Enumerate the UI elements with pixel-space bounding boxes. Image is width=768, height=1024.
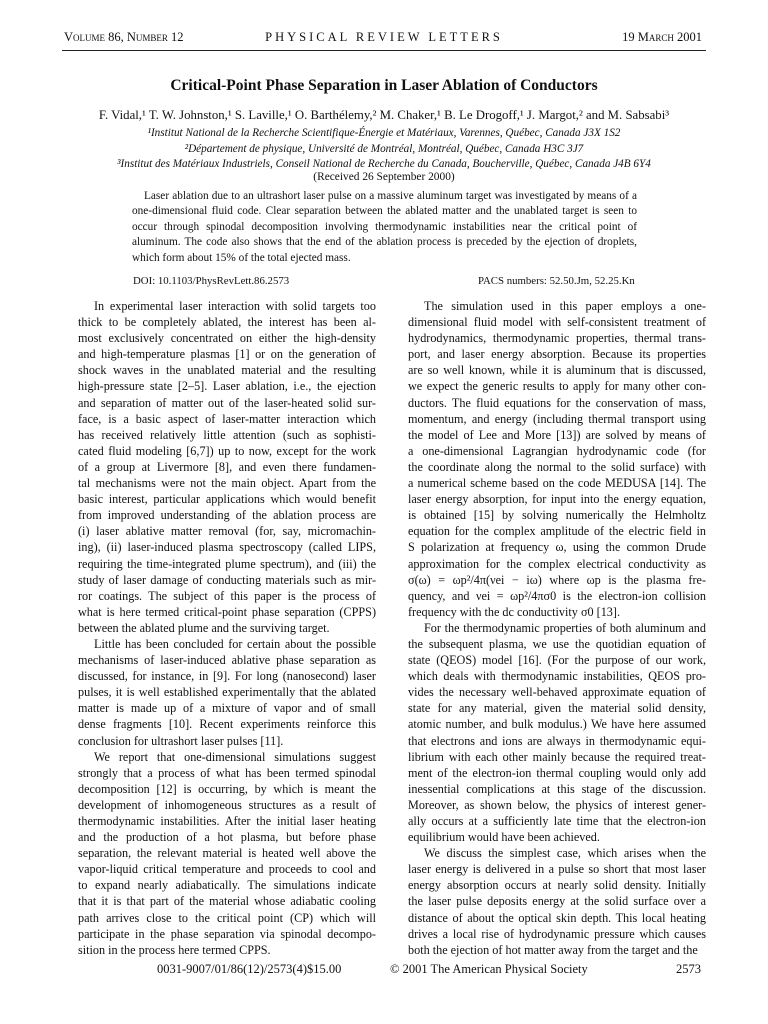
text-line: ing), (ii) laser-induced plasma spectroscopy (called LIPS, xyxy=(78,540,376,555)
text-line: thick to be completely ablated, the interest has been al- xyxy=(78,315,376,330)
right-column xyxy=(392,298,706,958)
text-line: The simulation used in this paper employs a one- xyxy=(424,299,706,313)
text-line: conclusion for ultrashort laser pulses [11]. xyxy=(78,733,284,748)
text-line: momentum, and energy (including thermal transport using xyxy=(408,411,706,426)
text-line: dimensional fluid model with self-consistent treatment of xyxy=(408,315,706,330)
paragraph xyxy=(392,845,706,958)
text-line: the laser pulse deposits energy at the solid surface over a xyxy=(408,894,706,909)
affiliation-3: ³Institut des Matériaux Industriels, Conseil National de Recherche du Canada, Boucherville, Québec, Canada J4B 6Y4 xyxy=(117,158,651,170)
doi-link[interactable]: DOI: 10.1103/PhysRevLett.86.2573 xyxy=(133,275,290,287)
text-line: σ(ω) = ωp²/4π(νei − iω) where ωp is the plasma fre- xyxy=(408,572,706,587)
text-line: laser energy is delivered in a pulse so short that most laser xyxy=(408,862,706,877)
text-line: ductors. The fluid equations for the conservation of mass, xyxy=(408,395,706,410)
copyright: © 2001 The American Physical Society xyxy=(390,962,588,976)
paragraph xyxy=(62,749,376,958)
text-line: and high-temperature plasmas [1] or on the generation of xyxy=(78,347,376,362)
text-line: separation, the relevant material is heated well above the xyxy=(78,846,376,861)
text-line: sition in the process here termed CPPS. xyxy=(78,942,271,957)
paragraph xyxy=(62,636,376,749)
header-rule xyxy=(62,50,706,51)
text-line: are so well known, while it is aluminum that is discussed, xyxy=(408,363,706,378)
issue-date: 19 March 2001 xyxy=(622,30,702,44)
text-line: a numerical scheme based on the code MEDUSA [14]. The xyxy=(408,476,706,491)
text-line: both the ejection of hot matter away from the target and the xyxy=(408,942,698,957)
text-line: between the ablated plume and the surviving target. xyxy=(78,620,330,635)
text-line: requiring the time-integrated plume spectrum), and (iii) the xyxy=(78,556,376,571)
text-line: the model of Lee and More [13]) are solved by means of xyxy=(408,427,706,442)
text-line: dense fragments [10]. Recent experiments reinforce this xyxy=(78,717,376,732)
paragraph xyxy=(392,298,706,620)
text-line: the subsequent plasma, we use the quotidian equation of xyxy=(408,636,706,651)
article-title: Critical-Point Phase Separation in Laser Ablation of Conductors xyxy=(170,77,598,94)
text-line: ment of the electron-ion thermal coupling would only add xyxy=(408,765,706,780)
text-line: from improved understanding of the ablation process are xyxy=(78,508,376,523)
text-line: librium with each other mainly because the required treat- xyxy=(408,749,706,764)
text-line: and the production of a hot plasma, but before phase xyxy=(78,830,376,845)
text-line: that electrons and ions are always in thermodynamic equi- xyxy=(408,733,706,748)
received-date: (Received 26 September 2000) xyxy=(313,171,455,183)
text-line: a one-dimensional Lagrangian hydrodynamic code (for xyxy=(408,443,706,458)
text-line: thermodynamic instabilities. After the initial laser heating xyxy=(78,814,376,828)
text-line: For the thermodynamic properties of both aluminum and xyxy=(424,620,706,635)
text-line: state for any material, given the material solid density, xyxy=(408,701,706,716)
text-line: approximation for the complex electrical conductivity as xyxy=(408,556,706,571)
text-line: Little has been concluded for certain about the possible xyxy=(94,636,376,651)
text-line: what is here termed critical-point phase separation (CPPS) xyxy=(78,604,376,619)
text-line: mechanisms of laser-induced ablative phase separation as xyxy=(78,653,376,668)
text-line: basic interest, particular applications which would benefit xyxy=(78,492,376,507)
paragraph xyxy=(62,298,376,636)
text-line: that it is that part of the material whose adiabatic cooling xyxy=(78,894,376,909)
text-line: energy absorption occurs at nearly solid density. Initially xyxy=(408,878,706,893)
text-line: state (QEOS) model [16]. (For the purpose of our work, xyxy=(408,653,706,668)
text-line: atomic number, and bulk modulus.) We have here assumed xyxy=(408,717,706,732)
text-line: tal mechanisms were not the main object. Apart from the xyxy=(78,476,376,491)
text-line: (i) laser ablative matter removal (for, say, micromachin- xyxy=(78,524,376,539)
text-line: decomposition [12] is occurring, by which is meant the xyxy=(78,781,376,796)
text-line: discussed, for instance, in [9]. For long (nanosecond) laser xyxy=(78,669,376,684)
text-line: cated fluid modeling [6,7]) up to now, except for the work xyxy=(78,443,376,458)
text-line: We report that one-dimensional simulations suggest xyxy=(94,749,376,764)
text-line: to expand nearly adiabatically. The simulations indicate xyxy=(78,878,376,893)
text-line: inessential complications at this stage of the discussion. xyxy=(408,781,706,796)
text-line: S polarization at frequency ω, using the common Drude xyxy=(408,540,706,555)
author-list: F. Vidal,¹ T. W. Johnston,¹ S. Laville,¹ O. Barthélemy,² M. Chaker,¹ B. Le Drogoff,¹ J. Margot,² and M. Sabsabi³ xyxy=(98,108,670,122)
text-line: and separation of matter out of the laser-heated solid sur- xyxy=(78,395,376,410)
text-line: development of inhomogeneous structures as a result of xyxy=(78,797,376,812)
text-line: vides the necessary well-behaved approximate equation of xyxy=(408,685,706,700)
text-line: we expect the generic results to apply for many other con- xyxy=(408,379,706,394)
affiliation-2: ²Département de physique, Université de Montréal, Montréal, Québec, Canada H3C 3J7 xyxy=(184,143,584,155)
text-line: study of laser damage of conducting materials such as mir- xyxy=(78,572,376,587)
text-line: most exclusively concentrated on either the high-density xyxy=(78,331,376,346)
text-line: shock waves in the unablated material and the resulting xyxy=(78,363,376,378)
text-line: distance of about the optical skin depth. This local heating xyxy=(408,910,706,925)
journal-name: PHYSICAL REVIEW LETTERS xyxy=(265,30,503,44)
text-line: high-pressure state [2–5]. Laser ablation, i.e., the ejection xyxy=(78,379,376,394)
text-line: Moreover, as shown below, the physics of interest gener- xyxy=(408,797,706,812)
text-line: frequency with the dc conductivity σ0 [13]. xyxy=(408,604,621,619)
text-line: ror coatings. The subject of this paper is the process of xyxy=(78,588,376,603)
text-line: has received relatively little attention (such as sophisti- xyxy=(78,427,376,442)
text-line: equation for the complex amplitude of the electric field in xyxy=(408,524,706,539)
volume-number: Volume 86, Number 12 xyxy=(64,30,184,44)
text-line: quency, and νei = ωp²/4πσ0 is the electron-ion collision xyxy=(408,588,706,603)
text-line: hydrodynamics, thermodynamic properties, thermal trans- xyxy=(408,331,706,346)
text-line: which deals with thermodynamic instabilities, QEOS pro- xyxy=(408,669,706,684)
text-line: drives a local rise of hydrodynamic pressure which causes xyxy=(408,926,706,941)
text-line: laser energy absorption, for input into the energy equation, xyxy=(408,492,706,507)
text-line: the coordinate along the normal to the solid surface) with xyxy=(408,459,706,474)
text-line: vapor-liquid critical temperature and proceeds to cool and xyxy=(78,862,376,877)
pacs-numbers: PACS numbers: 52.50.Jm, 52.25.Kn xyxy=(478,275,635,287)
text-line: We discuss the simplest case, which arises when the xyxy=(424,846,706,861)
text-line: pulses, it is well established experimentally that the ablated xyxy=(78,685,376,700)
text-line: participate in the phase separation via spinodal decompo- xyxy=(78,926,376,941)
page-number: 2573 xyxy=(676,962,701,976)
left-column xyxy=(62,298,376,958)
text-line: face, is a basic aspect of laser-matter interaction which xyxy=(78,411,376,426)
text-line: port, and laser energy absorption. Because its properties xyxy=(408,347,706,362)
text-line: strongly that a process of what has been termed spinodal xyxy=(78,765,376,780)
text-line: ally occurs at a sufficiently late time that the electron-ion xyxy=(408,814,706,828)
affiliation-1: ¹Institut National de la Recherche Scientifique-Énergie et Matériaux, Varennes, Québec, Canada J3X 1S2 xyxy=(147,127,621,139)
paragraph xyxy=(392,620,706,845)
article-code: 0031-9007/01/86(12)/2573(4)$15.00 xyxy=(157,962,342,976)
text-line: In experimental laser interaction with solid targets too xyxy=(94,299,376,313)
text-line: is obtained [15] by solving numerically the Helmholtz xyxy=(408,508,706,523)
text-line: equilibrium would have been achieved. xyxy=(408,830,600,845)
text-line: path arrives close to the critical point (CP) which will xyxy=(78,910,376,925)
text-line: matter is made up of a mixture of vapor and of small xyxy=(78,701,376,716)
abstract: Laser ablation due to an ultrashort laser pulse on a massive aluminum target was investigated by means of a one-dimensional fluid code. Clear separation between the ablated matter and the unablated target is seen to occur through spinodal decomposition involving thermodynamic instabilities near the critical point of aluminum. The code also shows that the end of the ablation process is preceded by the ejection of droplets, which form about 15% of the total ejected mass. xyxy=(132,190,637,264)
text-line: of a group at Livermore [8], and even there fundamen- xyxy=(78,459,376,474)
